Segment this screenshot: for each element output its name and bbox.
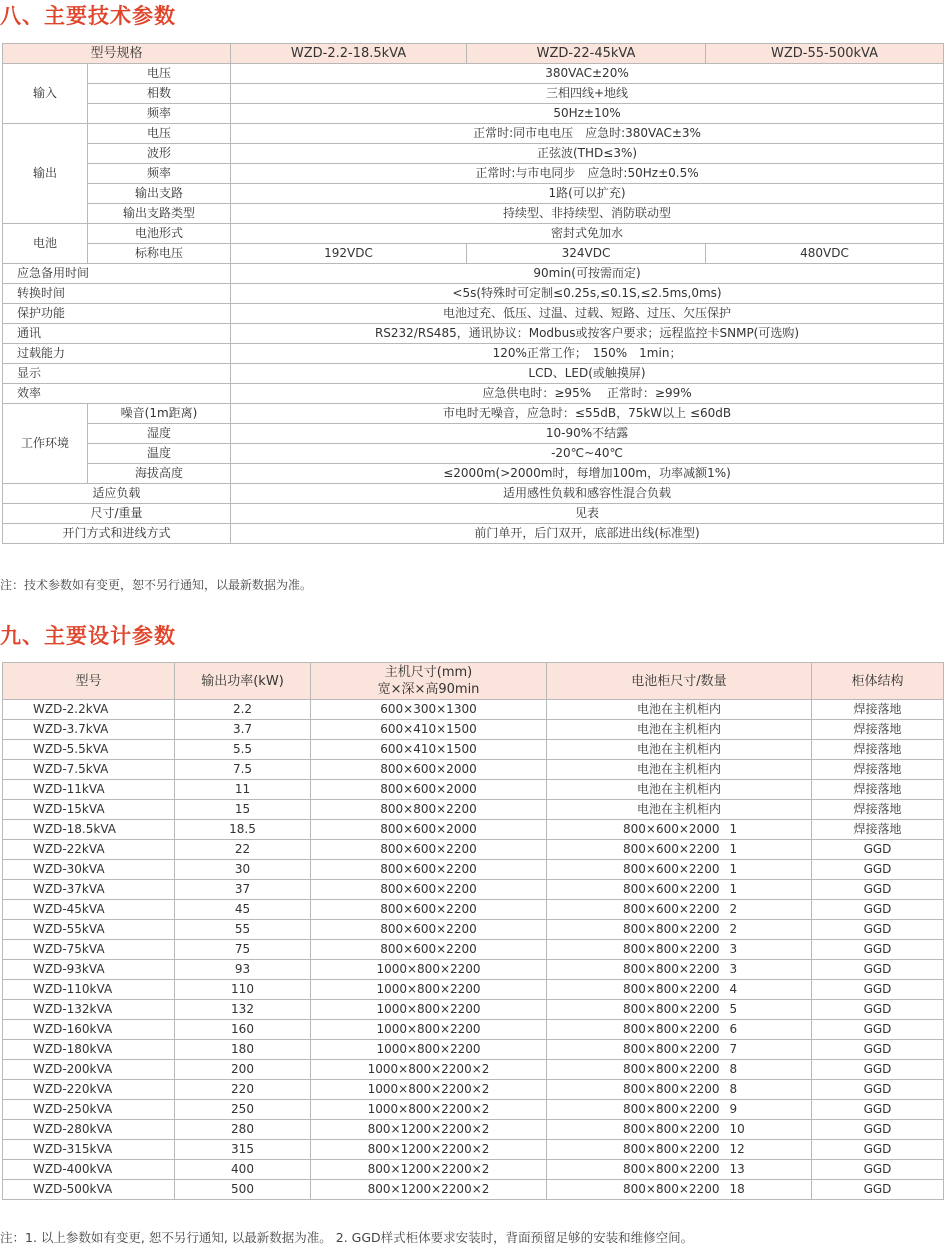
table-row [3, 720, 944, 740]
table-row [3, 1160, 944, 1180]
model-cell: WZD-15kVA [3, 800, 175, 820]
table-row [3, 1040, 944, 1060]
header-cell-model: 型号 [3, 663, 175, 700]
battery-size: 800×800×2200 [623, 1122, 720, 1136]
structure-cell: GGD [812, 1020, 944, 1040]
structure-cell: GGD [812, 980, 944, 1000]
section-title-design-params: 九、主要设计参数 [0, 624, 176, 648]
model-cell: WZD-250kVA [3, 1100, 175, 1120]
table-row [3, 1120, 944, 1140]
structure-cell: GGD [812, 1180, 944, 1200]
table-row [3, 880, 944, 900]
table-row [3, 524, 944, 544]
power-cell: 250 [175, 1100, 311, 1120]
battery-size: 800×800×2200 [623, 1182, 720, 1196]
structure-cell: GGD [812, 1060, 944, 1080]
model-cell: WZD-37kVA [3, 880, 175, 900]
battery-qty: 10 [729, 1122, 745, 1136]
power-cell: 15 [175, 800, 311, 820]
param-value: <5s(特殊时可定制≤0.25s,≤0.1S,≤2.5ms,0ms) [231, 284, 944, 304]
battery-qty: 3 [729, 942, 738, 956]
battery-cell [547, 1180, 812, 1200]
structure-cell: GGD [812, 1140, 944, 1160]
size-cell: 800×1200×2200×2 [311, 1140, 547, 1160]
battery-cell [547, 1100, 812, 1120]
power-cell: 22 [175, 840, 311, 860]
group-label: 输出 [3, 124, 88, 224]
table-row [3, 700, 944, 720]
param-value: LCD、LED(或触摸屏) [231, 364, 944, 384]
size-cell: 800×600×2200 [311, 880, 547, 900]
power-cell: 30 [175, 860, 311, 880]
battery-size: 800×600×2200 [623, 882, 720, 896]
battery-cell: 电池在主机柜内 [547, 760, 812, 780]
power-cell: 315 [175, 1140, 311, 1160]
structure-cell: 焊接落地 [812, 740, 944, 760]
model-cell: WZD-93kVA [3, 960, 175, 980]
model-cell: WZD-3.7kVA [3, 720, 175, 740]
battery-cell [547, 1020, 812, 1040]
battery-size: 800×800×2200 [623, 1142, 720, 1156]
table-row [3, 84, 944, 104]
param-name: 通讯 [3, 324, 231, 344]
power-cell: 7.5 [175, 760, 311, 780]
battery-size: 800×800×2200 [623, 1002, 720, 1016]
battery-cell [547, 1140, 812, 1160]
header-cell: WZD-2.2-18.5kVA [231, 44, 467, 64]
param-name: 效率 [3, 384, 231, 404]
param-value: 10-90%不结露 [231, 424, 944, 444]
group-label: 工作环境 [3, 404, 88, 484]
structure-cell: GGD [812, 1080, 944, 1100]
battery-cell [547, 960, 812, 980]
table-row [3, 800, 944, 820]
model-cell: WZD-30kVA [3, 860, 175, 880]
battery-qty: 18 [729, 1182, 745, 1196]
param-value: -20℃~40℃ [231, 444, 944, 464]
table-row [3, 1020, 944, 1040]
structure-cell: GGD [812, 920, 944, 940]
power-cell: 18.5 [175, 820, 311, 840]
power-cell: 11 [175, 780, 311, 800]
table-row [3, 404, 944, 424]
power-cell: 400 [175, 1160, 311, 1180]
power-cell: 75 [175, 940, 311, 960]
model-cell: WZD-18.5kVA [3, 820, 175, 840]
param-value: 480VDC [706, 244, 944, 264]
size-cell: 600×410×1500 [311, 740, 547, 760]
battery-size: 800×600×2200 [623, 842, 720, 856]
battery-qty: 6 [729, 1022, 738, 1036]
param-value: 前门单开，后门双开，底部进出线(标准型) [231, 524, 944, 544]
model-cell: WZD-7.5kVA [3, 760, 175, 780]
battery-cell [547, 860, 812, 880]
table-row [3, 900, 944, 920]
table-row [3, 1140, 944, 1160]
battery-qty: 5 [729, 1002, 738, 1016]
power-cell: 2.2 [175, 700, 311, 720]
size-cell: 600×300×1300 [311, 700, 547, 720]
battery-cell [547, 1160, 812, 1180]
param-name: 电池形式 [88, 224, 231, 244]
battery-qty: 2 [729, 902, 738, 916]
design-params-table [2, 662, 944, 1200]
tech-params-table [2, 43, 944, 544]
size-cell: 1000×800×2200×2 [311, 1060, 547, 1080]
table-row [3, 284, 944, 304]
param-value: RS232/RS485，通讯协议：Modbus或按客户要求；远程监控卡SNMP(可选购) [231, 324, 944, 344]
group-label: 输入 [3, 64, 88, 124]
model-cell: WZD-220kVA [3, 1080, 175, 1100]
size-cell: 800×600×2000 [311, 780, 547, 800]
size-cell: 1000×800×2200×2 [311, 1080, 547, 1100]
battery-qty: 12 [729, 1142, 745, 1156]
battery-cell [547, 880, 812, 900]
param-name: 保护功能 [3, 304, 231, 324]
power-cell: 280 [175, 1120, 311, 1140]
battery-cell: 电池在主机柜内 [547, 780, 812, 800]
table-row [3, 484, 944, 504]
power-cell: 45 [175, 900, 311, 920]
table-row [3, 264, 944, 284]
battery-cell [547, 1000, 812, 1020]
power-cell: 110 [175, 980, 311, 1000]
table-row [3, 364, 944, 384]
battery-qty: 8 [729, 1062, 738, 1076]
structure-cell: GGD [812, 1160, 944, 1180]
battery-qty: 1 [729, 882, 738, 896]
param-name: 开门方式和进线方式 [3, 524, 231, 544]
battery-cell: 电池在主机柜内 [547, 700, 812, 720]
table-row [3, 920, 944, 940]
size-cell: 1000×800×2200 [311, 960, 547, 980]
param-value: 见表 [231, 504, 944, 524]
table-row [3, 64, 944, 84]
structure-cell: GGD [812, 940, 944, 960]
table-row [3, 204, 944, 224]
param-name: 海拔高度 [88, 464, 231, 484]
param-name: 输出支路类型 [88, 204, 231, 224]
battery-size: 800×600×2000 [623, 822, 720, 836]
battery-qty: 13 [729, 1162, 745, 1176]
power-cell: 37 [175, 880, 311, 900]
param-value: 应急供电时：≥95% 正常时：≥99% [231, 384, 944, 404]
size-cell: 800×600×2000 [311, 760, 547, 780]
structure-cell: 焊接落地 [812, 780, 944, 800]
table-row [3, 780, 944, 800]
param-name: 电压 [88, 64, 231, 84]
table-row [3, 1080, 944, 1100]
param-name: 相数 [88, 84, 231, 104]
param-value: 324VDC [467, 244, 706, 264]
power-cell: 55 [175, 920, 311, 940]
param-value: 192VDC [231, 244, 467, 264]
size-cell: 800×1200×2200×2 [311, 1180, 547, 1200]
battery-size: 800×800×2200 [623, 1042, 720, 1056]
param-value: ≤2000m(>2000m时，每增加100m，功率减额1%) [231, 464, 944, 484]
battery-cell [547, 820, 812, 840]
table-row [3, 184, 944, 204]
table-row [3, 344, 944, 364]
power-cell: 93 [175, 960, 311, 980]
table-row [3, 104, 944, 124]
model-cell: WZD-55kVA [3, 920, 175, 940]
table-row [3, 124, 944, 144]
structure-cell: 焊接落地 [812, 760, 944, 780]
battery-cell [547, 1040, 812, 1060]
battery-qty: 3 [729, 962, 738, 976]
model-cell: WZD-200kVA [3, 1060, 175, 1080]
model-cell: WZD-45kVA [3, 900, 175, 920]
battery-qty: 9 [729, 1102, 738, 1116]
battery-cell [547, 940, 812, 960]
battery-size: 800×800×2200 [623, 1082, 720, 1096]
header-cell-power: 输出功率(kW) [175, 663, 311, 700]
battery-qty: 2 [729, 922, 738, 936]
param-value: 50Hz±10% [231, 104, 944, 124]
param-name: 显示 [3, 364, 231, 384]
size-cell: 800×600×2200 [311, 920, 547, 940]
header-cell-structure: 柜体结构 [812, 663, 944, 700]
header-cell: WZD-55-500kVA [706, 44, 944, 64]
table-row [3, 860, 944, 880]
battery-size: 800×600×2200 [623, 862, 720, 876]
table-row [3, 304, 944, 324]
param-value: 120%正常工作； 150% 1min； [231, 344, 944, 364]
size-cell: 1000×800×2200 [311, 1020, 547, 1040]
table-row [3, 760, 944, 780]
param-value: 持续型、非持续型、消防联动型 [231, 204, 944, 224]
battery-cell [547, 1120, 812, 1140]
param-name: 噪音(1m距离) [88, 404, 231, 424]
size-cell: 1000×800×2200 [311, 1000, 547, 1020]
battery-qty: 1 [729, 862, 738, 876]
battery-qty: 4 [729, 982, 738, 996]
design-params-body [3, 700, 944, 1200]
param-name: 过载能力 [3, 344, 231, 364]
power-cell: 160 [175, 1020, 311, 1040]
battery-size: 800×800×2200 [623, 1102, 720, 1116]
battery-size: 800×800×2200 [623, 942, 720, 956]
size-cell: 800×600×2200 [311, 840, 547, 860]
model-cell: WZD-75kVA [3, 940, 175, 960]
param-name: 波形 [88, 144, 231, 164]
battery-qty: 7 [729, 1042, 738, 1056]
battery-size: 800×800×2200 [623, 962, 720, 976]
design-params-note: 注：1. 以上参数如有变更, 恕不另行通知, 以最新数据为准。 2. GGD样式柜体要求安装时，背面预留足够的安装和维修空间。 [0, 1230, 694, 1245]
model-cell: WZD-110kVA [3, 980, 175, 1000]
table-row [3, 324, 944, 344]
model-cell: WZD-500kVA [3, 1180, 175, 1200]
model-cell: WZD-2.2kVA [3, 700, 175, 720]
header-cell: WZD-22-45kVA [467, 44, 706, 64]
table-row [3, 1180, 944, 1200]
battery-cell [547, 980, 812, 1000]
table-row [3, 164, 944, 184]
power-cell: 220 [175, 1080, 311, 1100]
table-row [3, 144, 944, 164]
power-cell: 200 [175, 1060, 311, 1080]
table-row [3, 740, 944, 760]
table-row [3, 444, 944, 464]
battery-cell [547, 1080, 812, 1100]
model-cell: WZD-22kVA [3, 840, 175, 860]
group-label: 电池 [3, 224, 88, 264]
param-name: 适应负载 [3, 484, 231, 504]
size-cell: 800×800×2200 [311, 800, 547, 820]
param-name: 频率 [88, 164, 231, 184]
param-value: 380VAC±20% [231, 64, 944, 84]
size-cell: 800×600×2200 [311, 860, 547, 880]
table-row [3, 1000, 944, 1020]
structure-cell: GGD [812, 900, 944, 920]
param-value: 三相四线+地线 [231, 84, 944, 104]
model-cell: WZD-160kVA [3, 1020, 175, 1040]
battery-qty: 1 [729, 822, 738, 836]
size-cell: 800×600×2200 [311, 940, 547, 960]
table-row [3, 840, 944, 860]
table-row [3, 1060, 944, 1080]
battery-cell [547, 900, 812, 920]
table-row [3, 820, 944, 840]
param-name: 输出支路 [88, 184, 231, 204]
structure-cell: GGD [812, 840, 944, 860]
table-header-row [3, 663, 944, 700]
model-cell: WZD-400kVA [3, 1160, 175, 1180]
structure-cell: GGD [812, 880, 944, 900]
table-row [3, 424, 944, 444]
param-name: 湿度 [88, 424, 231, 444]
header-cell-battery: 电池柜尺寸/数量 [547, 663, 812, 700]
size-cell: 1000×800×2200×2 [311, 1100, 547, 1120]
size-cell: 600×410×1500 [311, 720, 547, 740]
battery-size: 800×800×2200 [623, 1162, 720, 1176]
battery-size: 800×800×2200 [623, 1022, 720, 1036]
structure-cell: GGD [812, 1100, 944, 1120]
table-row [3, 464, 944, 484]
table-row [3, 940, 944, 960]
structure-cell: 焊接落地 [812, 800, 944, 820]
param-value: 正常时:同市电电压 应急时:380VAC±3% [231, 124, 944, 144]
param-value: 适用感性负载和感容性混合负载 [231, 484, 944, 504]
power-cell: 500 [175, 1180, 311, 1200]
battery-cell: 电池在主机柜内 [547, 740, 812, 760]
model-cell: WZD-280kVA [3, 1120, 175, 1140]
table-header-row [3, 44, 944, 64]
battery-size: 800×800×2200 [623, 982, 720, 996]
table-row [3, 384, 944, 404]
param-name: 标称电压 [88, 244, 231, 264]
table-row [3, 980, 944, 1000]
param-value: 市电时无噪音，应急时：≤55dB，75kW以上 ≤60dB [231, 404, 944, 424]
power-cell: 5.5 [175, 740, 311, 760]
model-cell: WZD-11kVA [3, 780, 175, 800]
param-name: 应急备用时间 [3, 264, 231, 284]
battery-size: 800×800×2200 [623, 922, 720, 936]
battery-cell [547, 920, 812, 940]
header-cell: 型号规格 [3, 44, 231, 64]
battery-cell [547, 840, 812, 860]
battery-size: 800×800×2200 [623, 1062, 720, 1076]
size-cell: 800×600×2000 [311, 820, 547, 840]
power-cell: 132 [175, 1000, 311, 1020]
battery-qty: 8 [729, 1082, 738, 1096]
param-name: 尺寸/重量 [3, 504, 231, 524]
table-row [3, 960, 944, 980]
size-cell: 800×1200×2200×2 [311, 1160, 547, 1180]
table-row [3, 224, 944, 244]
structure-cell: GGD [812, 960, 944, 980]
param-name: 温度 [88, 444, 231, 464]
table-row [3, 504, 944, 524]
table-row [3, 244, 944, 264]
model-cell: WZD-5.5kVA [3, 740, 175, 760]
model-cell: WZD-315kVA [3, 1140, 175, 1160]
param-value: 90min(可按需而定) [231, 264, 944, 284]
size-cell: 1000×800×2200 [311, 1040, 547, 1060]
param-value: 1路(可以扩充) [231, 184, 944, 204]
power-cell: 3.7 [175, 720, 311, 740]
header-size-line1: 主机尺寸(mm) [384, 665, 473, 680]
param-value: 电池过充、低压、过温、过载、短路、过压、欠压保护 [231, 304, 944, 324]
param-name: 转换时间 [3, 284, 231, 304]
header-cell-size [311, 663, 547, 700]
param-name: 频率 [88, 104, 231, 124]
param-value: 正弦波(THD≤3%) [231, 144, 944, 164]
battery-qty: 1 [729, 842, 738, 856]
structure-cell: 焊接落地 [812, 720, 944, 740]
structure-cell: GGD [812, 1000, 944, 1020]
param-name: 电压 [88, 124, 231, 144]
battery-cell [547, 1060, 812, 1080]
tech-params-note: 注：技术参数如有变更，恕不另行通知，以最新数据为准。 [0, 578, 313, 592]
section-title-tech-params: 八、主要技术参数 [0, 4, 176, 28]
structure-cell: GGD [812, 1040, 944, 1060]
header-size-line2: 宽×深×高90min [377, 682, 480, 697]
structure-cell: 焊接落地 [812, 820, 944, 840]
size-cell: 800×600×2200 [311, 900, 547, 920]
structure-cell: GGD [812, 1120, 944, 1140]
size-cell: 800×1200×2200×2 [311, 1120, 547, 1140]
battery-cell: 电池在主机柜内 [547, 800, 812, 820]
param-value: 正常时:与市电同步 应急时:50Hz±0.5% [231, 164, 944, 184]
model-cell: WZD-132kVA [3, 1000, 175, 1020]
model-cell: WZD-180kVA [3, 1040, 175, 1060]
table-row [3, 1100, 944, 1120]
structure-cell: GGD [812, 860, 944, 880]
size-cell: 1000×800×2200 [311, 980, 547, 1000]
structure-cell: 焊接落地 [812, 700, 944, 720]
battery-cell: 电池在主机柜内 [547, 720, 812, 740]
param-value: 密封式免加水 [231, 224, 944, 244]
battery-size: 800×600×2200 [623, 902, 720, 916]
power-cell: 180 [175, 1040, 311, 1060]
